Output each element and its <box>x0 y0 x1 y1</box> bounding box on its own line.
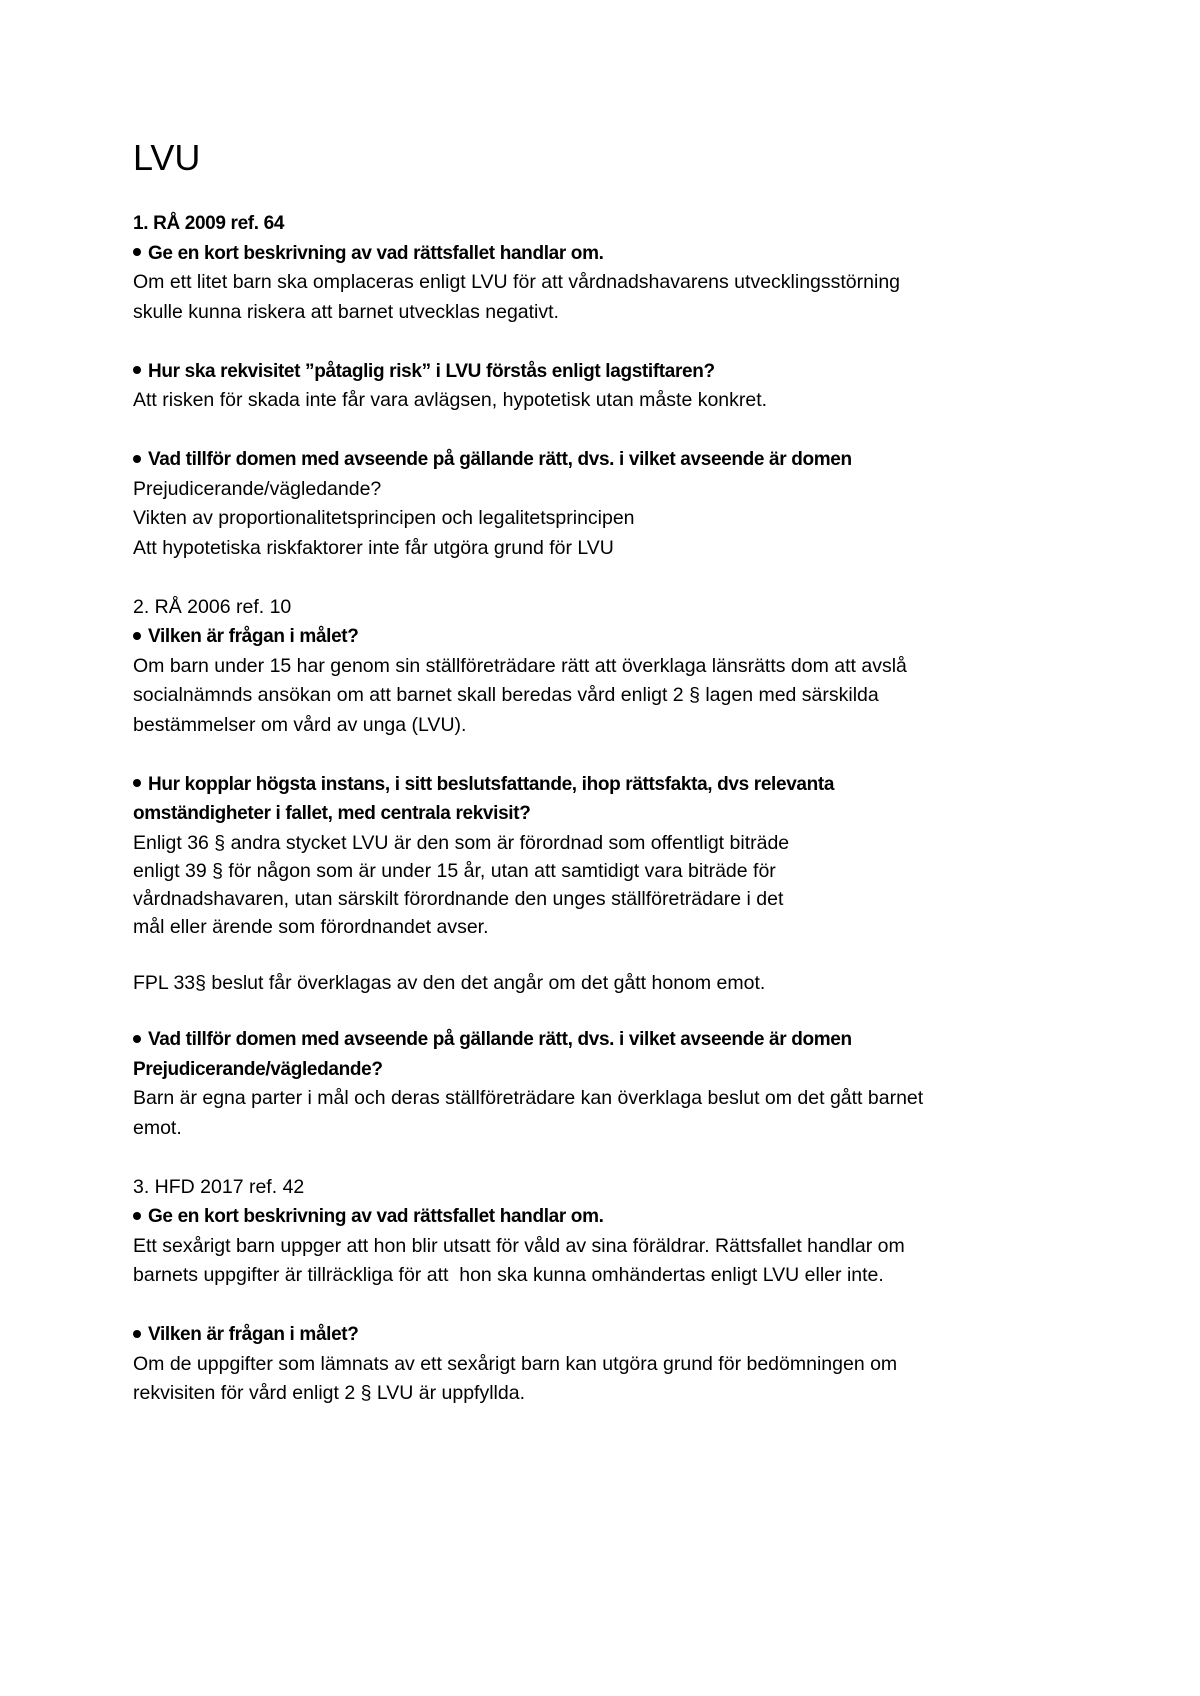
question-block <box>133 1025 1133 1143</box>
answer-line: Om ett litet barn ska omplaceras enligt LVU för att vårdnadshavarens utvecklingsstörning <box>133 271 901 293</box>
question-text: Ge en kort beskrivning av vad rättsfallet handlar om. <box>148 1206 604 1227</box>
answer-line: Om de uppgifter som lämnats av ett sexårigt barn kan utgöra grund för bedömningen om <box>133 1352 898 1375</box>
document-body <box>133 209 1133 1409</box>
bullet-icon <box>133 1330 141 1338</box>
question-text: Vilken är frågan i målet? <box>148 1324 359 1345</box>
question-line <box>133 622 1133 652</box>
question-text: Hur kopplar högsta instans, i sitt beslutsfattande, ihop rättsfakta, dvs relevanta <box>148 773 835 795</box>
question-line <box>133 1202 1133 1232</box>
question-block <box>133 357 1133 416</box>
answer-line: Prejudicerande/vägledande? <box>133 477 382 500</box>
bullet-icon <box>133 366 141 374</box>
question-block <box>133 1202 1133 1291</box>
question-text: Vad tillför domen med avseende på gällande rätt, dvs. i vilket avseende är domen <box>148 1029 852 1050</box>
answer-line: enligt 39 § för någon som är under 15 år, utan att samtidigt vara biträde för <box>133 859 776 882</box>
question-text: Vilken är frågan i målet? <box>148 626 359 647</box>
answer-line: Vikten av proportionalitetsprincipen och legalitetsprincipen <box>133 507 635 529</box>
question-block <box>133 1320 1133 1409</box>
question-text-continued: omständigheter i fallet, med centrala rekvisit? <box>133 803 531 824</box>
question-block <box>133 239 1133 328</box>
answer-line: mål eller ärende som förordnandet avser. <box>133 915 489 938</box>
case-section <box>133 593 1133 1144</box>
bullet-icon <box>133 455 141 463</box>
question-line <box>133 239 1133 269</box>
question-line <box>133 1025 1133 1055</box>
answer-line: Barn är egna parter i mål och deras ställföreträdare kan överklaga beslut om det gått barnet <box>133 1087 924 1109</box>
answer-line: Enligt 36 § andra stycket LVU är den som är förordnad som offentligt biträde <box>133 831 790 854</box>
document-title: LVU <box>133 137 201 178</box>
answer-line: vårdnadshavaren, utan särskilt förordnande den unges ställföreträdare i det <box>133 887 784 910</box>
bullet-icon <box>133 779 141 787</box>
question-block <box>133 622 1133 740</box>
answer-line: emot. <box>133 1116 182 1139</box>
bullet-icon <box>133 1212 141 1220</box>
question-block <box>133 445 1133 563</box>
question-line <box>133 445 1133 475</box>
bullet-icon <box>133 632 141 640</box>
answer-line: Om barn under 15 har genom sin ställföreträdare rätt att överklaga länsrätts dom att avslå <box>133 654 907 677</box>
answer-line: Att risken för skada inte får vara avlägsen, hypotetisk utan måste konkret. <box>133 389 768 411</box>
question-text: Hur ska rekvisitet ”påtaglig risk” i LVU förstås enligt lagstiftaren? <box>148 360 715 382</box>
bullet-icon <box>133 1035 141 1043</box>
question-block <box>133 770 1133 998</box>
case-section <box>133 1173 1133 1409</box>
case-heading: 2. RÅ 2006 ref. 10 <box>133 595 292 618</box>
answer-line: barnets uppgifter är tillräckliga för att hon ska kunna omhändertas enligt LVU eller inte. <box>133 1264 884 1286</box>
answer-line: Att hypotetiska riskfaktorer inte får utgöra grund för LVU <box>133 536 614 559</box>
answer-line: skulle kunna riskera att barnet utvecklas negativt. <box>133 300 559 323</box>
question-text: Vad tillför domen med avseende på gällande rätt, dvs. i vilket avseende är domen <box>148 449 852 470</box>
bullet-icon <box>133 248 141 256</box>
answer-line: bestämmelser om vård av unga (LVU). <box>133 713 467 736</box>
case-heading: 1. RÅ 2009 ref. 64 <box>133 213 285 234</box>
case-heading: 3. HFD 2017 ref. 42 <box>133 1175 305 1198</box>
answer-line: socialnämnds ansökan om att barnet skall beredas vård enligt 2 § lagen med särskilda <box>133 684 879 706</box>
answer-line: FPL 33§ beslut får överklagas av den det angår om det gått honom emot. <box>133 972 766 994</box>
answer-line: Ett sexårigt barn uppger att hon blir utsatt för våld av sina föräldrar. Rättsfallet handlar om <box>133 1234 905 1257</box>
case-section <box>133 209 1133 563</box>
question-line <box>133 1320 1133 1350</box>
question-text: Ge en kort beskrivning av vad rättsfallet handlar om. <box>148 242 604 264</box>
question-line <box>133 357 1133 387</box>
question-line <box>133 770 1133 800</box>
question-text-continued: Prejudicerande/vägledande? <box>133 1058 383 1080</box>
answer-line: rekvisiten för vård enligt 2 § LVU är uppfyllda. <box>133 1382 525 1404</box>
